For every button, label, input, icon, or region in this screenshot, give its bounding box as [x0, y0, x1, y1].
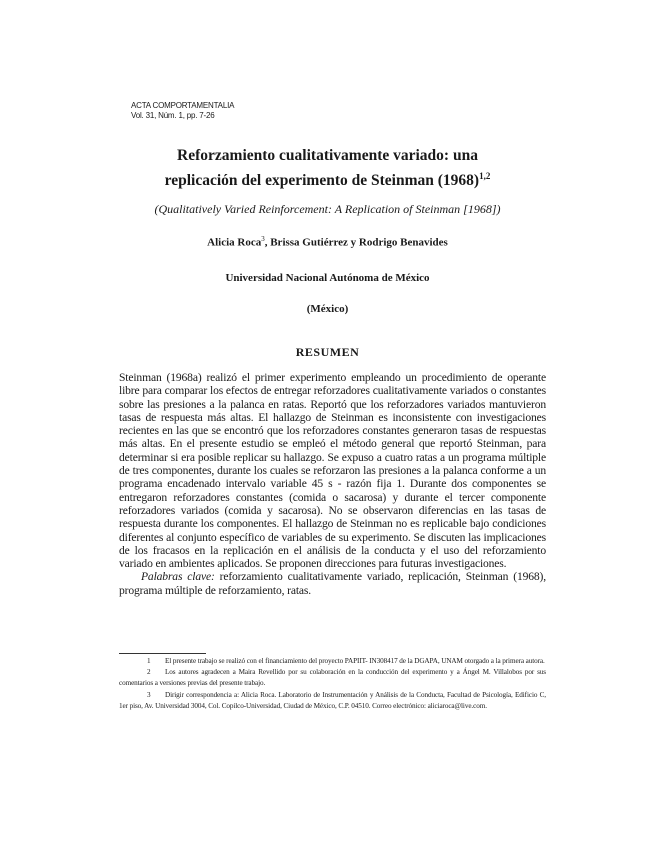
title-line-2: [120, 166, 535, 191]
footnote-text: Dirigir correspondencia a: Alicia Roca. Laboratorio de Instrumentación y Análisis de la Conducta, Facultad de Psicología, Edificio C, 1er piso, Av. Universidad 3004, Col. Copilco-Universidad, Ciudad de México, C.P. 04510. Correo electrónico: aliciaroca@live.com.: [119, 690, 546, 710]
footnote-number: 1: [147, 657, 151, 665]
author-list: [100, 235, 555, 249]
country: (México): [306, 303, 349, 315]
other-authors: , Brissa Gutiérrez y Rodrigo Benavides: [264, 236, 448, 249]
abstract-body: Steinman (1968a) realizó el primer experimento empleando un procedimiento de operante libre para comparar los efectos de entregar reforzadores cualitativamente variados o constantes sobre las presiones a la palanca en ratas. Reportó que los reforzadores variados mantuvieron tasas de respuesta más altas. El hallazgo de Steinman es inconsistente con investigaciones recientes en las que se encontró que los reforzadores constantes generaron tasas de respuestas más altas. En el presente estudio se empleó el método general que reportó Steinman, para determinar si era posible replicar su hallazgo. Se expuso a cuatro ratas a un programa múltiple de tres componentes, durante los cuales se reforzaron las presiones a la palanca conforme a un programa encadenado intervalo variable 45 s - razón fija 1. Durante dos componentes se entregaron reforzadores constantes (comida o sacarosa) y durante el tercer componente reforzadores variados (comida y sacarosa). No se observaron diferencias en las tasas de respuesta durante los componentes. El hallazgo de Steinman no es replicable bajo condiciones diferentes al conjunto específico de variables de su experimento. Se discuten las implicaciones de los fracasos en la replicación en el análisis de la conducta y el uso del reforzamiento variado en ambientes aplicados. Se proponen direcciones para futuras investigaciones.: [119, 371, 546, 571]
footnote-divider: [119, 653, 206, 654]
title-line-2-text: replicación del experimento de Steinman (1968): [164, 172, 480, 190]
journal-issue: Vol. 31, Núm. 1, pp. 7-26: [131, 111, 215, 120]
affiliation: Universidad Nacional Autónoma de México: [225, 272, 430, 284]
first-author: Alicia Roca: [207, 236, 262, 249]
title-line-1: Reforzamiento cualitativamente variado: una: [177, 147, 478, 164]
title-footnote-marks: 1,2: [479, 171, 491, 181]
first-author-mark: 3: [261, 235, 265, 243]
journal-header: [131, 101, 234, 121]
footnote-text: El presente trabajo se realizó con el financiamiento del proyecto PAPIIT- IN308417 de la DGAPA, UNAM otorgado a la primera autora.: [165, 657, 545, 665]
keywords-text: reforzamiento cualitativamente variado, replicación, Steinman (1968), programa múltiple de reforzamiento, ratas.: [119, 570, 546, 597]
abstract: [119, 371, 546, 597]
footnote-item: [119, 690, 546, 712]
paper-title: [120, 146, 535, 191]
abstract-heading: RESUMEN: [295, 345, 360, 359]
footnote-item: [119, 656, 546, 667]
keywords-label: Palabras clave:: [141, 570, 215, 584]
footnote-item: [119, 667, 546, 689]
footnote-text: Los autores agradecen a Maira Revellido por su colaboración en la conducción del experimento y a Ángel M. Villalobos por sus comentarios a versiones previas del presente trabajo.: [119, 668, 546, 688]
journal-name: ACTA COMPORTAMENTALIA: [131, 101, 235, 110]
footnotes: [119, 656, 546, 712]
keywords-paragraph: [119, 570, 546, 597]
footnote-number: 2: [147, 668, 151, 677]
english-title: (Qualitatively Varied Reinforcement: A Replication of Steinman [1968]): [154, 202, 501, 216]
footnote-number: 3: [147, 690, 151, 699]
